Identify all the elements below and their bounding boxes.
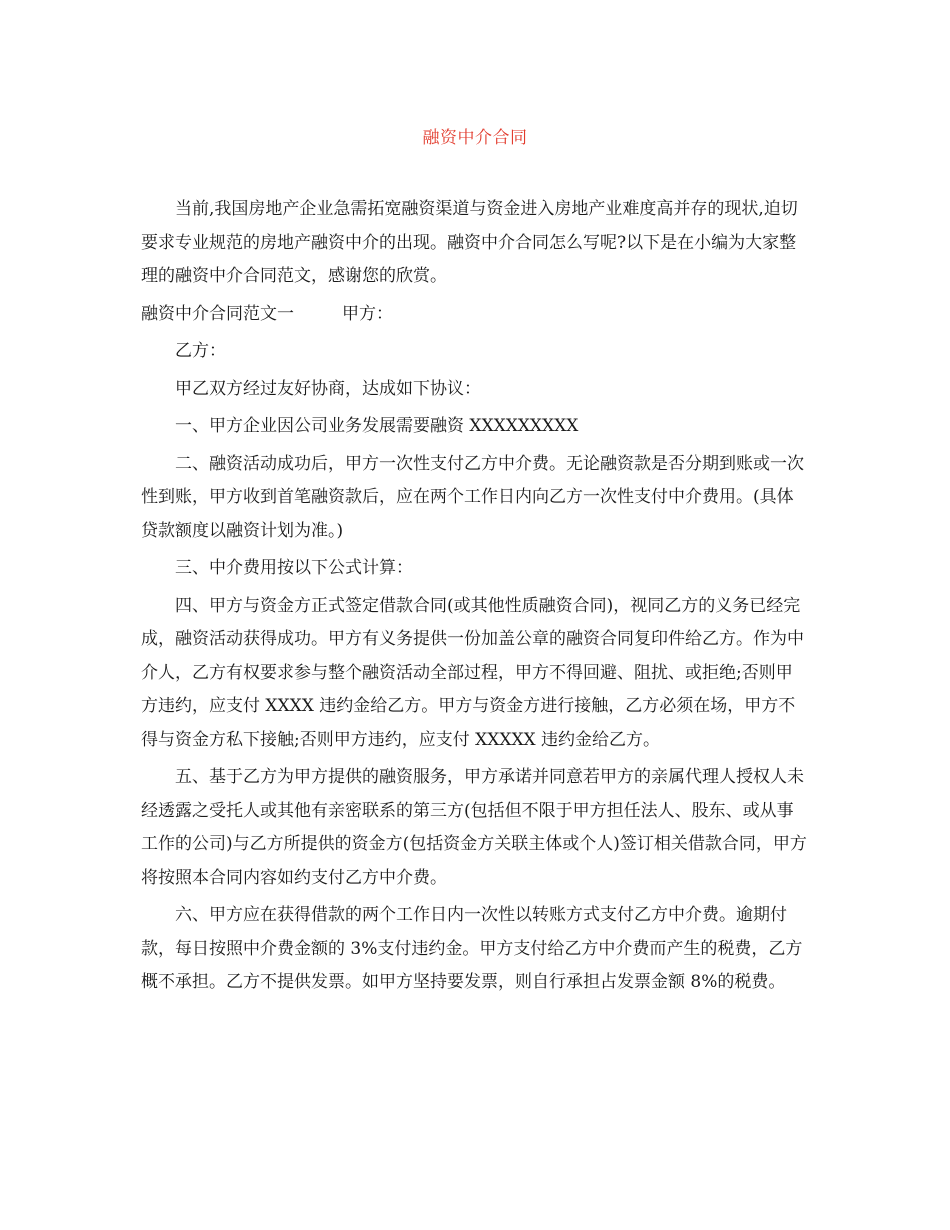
clause-5: 五、基于乙方为甲方提供的融资服务，甲方承诺并同意若甲方的亲属代理人授权人未经透露之受托人或其他有亲密联系的第三方(包括但不限于甲方担任法人、股东、或从事工作的公司)与乙方所提供的资金方(包括资金方关联主体或个人)签订相关借款合同，甲方将按照本合同内容如约支付乙方中介费。	[141, 767, 807, 888]
clause-2: 二、融资活动成功后，甲方一次性支付乙方中介费。无论融资款是否分期到账或一次性到账，甲方收到首笔融资款后，应在两个工作日内向乙方一次性支付中介费用。(具体贷款额度以融资计划为准。)	[141, 453, 804, 541]
clause-6: 六、甲方应在获得借款的两个工作日内一次性以转账方式支付乙方中介费。逾期付款，每日按照中介费金额的 3%支付违约金。甲方支付给乙方中介费而产生的税费，乙方概不承担。乙方不提供发票。如甲方坚持要发票，则自行承担占发票金额 8%的税费。	[141, 905, 803, 992]
document-body	[141, 193, 809, 1004]
clause-3: 三、中介费用按以下公式计算：	[175, 558, 413, 578]
sample-heading-line	[141, 298, 809, 332]
party-a-label: 甲方：	[342, 303, 393, 324]
document-title: 融资中介合同	[422, 128, 528, 148]
sample-heading: 融资中介合同范文一	[141, 303, 294, 324]
clause-1: 一、甲方企业因公司业务发展需要融资 XXXXXXXXX	[175, 416, 579, 436]
party-b-label: 乙方：	[175, 341, 226, 361]
agreement-line: 甲乙双方经过友好协商，达成如下协议：	[175, 378, 481, 399]
clause-4: 四、甲方与资金方正式签定借款合同(或其他性质融资合同)，视同乙方的义务已经完成，融资活动获得成功。甲方有义务提供一份加盖公章的融资合同复印件给乙方。作为中介人，乙方有权要求参与整个融资活动全部过程，甲方不得回避、阻扰、或拒绝;否则甲方违约，应支付 XXXX 违约金给乙方。甲方与资金方进行接触，乙方必须在场，甲方不得与资金方私下接触;否则甲方违约，应支付 XXXXX 违约金给乙方。	[141, 595, 804, 750]
intro-paragraph: 当前,我国房地产企业急需拓宽融资渠道与资金进入房地产业难度高并存的现状,迫切要求专业规范的房地产融资中介的出现。融资中介合同怎么写呢?以下是在小编为大家整理的融资中介合同范文，感谢您的欣赏。	[141, 199, 798, 286]
